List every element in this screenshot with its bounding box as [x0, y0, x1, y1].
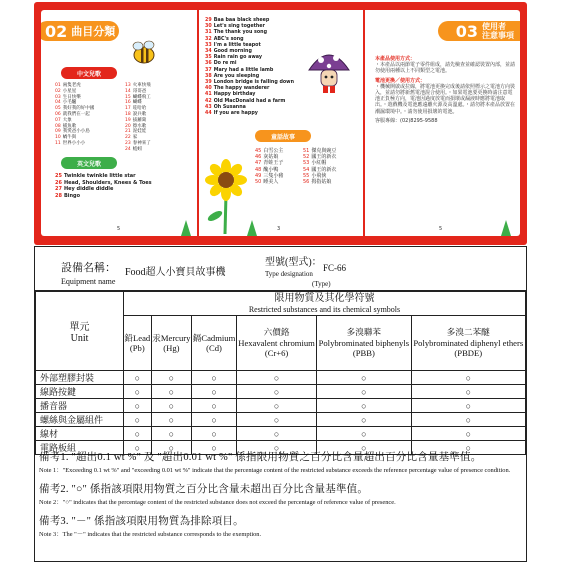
section-number: 02: [45, 21, 68, 41]
substance-name-cn: 鎘Cadmium: [192, 332, 236, 343]
list-item-title: 白雪公主: [263, 148, 284, 154]
page-number: 3: [277, 226, 281, 232]
list-item-title: 拔蘿蔔: [132, 117, 147, 123]
list-item: [55, 112, 94, 118]
compliance-cell: [411, 371, 525, 385]
compliance-mark: ○: [134, 442, 141, 453]
substance-symbol: (Hg): [163, 343, 180, 353]
compliance-mark: ○: [361, 414, 367, 425]
compliance-mark: ○: [168, 372, 175, 383]
compliance-cell: [151, 427, 191, 441]
compliance-mark: ○: [273, 414, 280, 425]
compliance-cell: [124, 371, 152, 385]
compliance-mark: ○: [211, 442, 217, 453]
substance-name-en: Polybrominated diphenyl ethers: [413, 337, 524, 348]
compliance-cell: [124, 427, 152, 441]
list-item-title: Bingo: [63, 193, 81, 200]
compliance-cell: [124, 413, 152, 427]
restricted-header-cn: 限用物質及其化學符號: [274, 292, 375, 304]
list-item-number: 32: [205, 36, 212, 42]
list-item-title: 說兵歌: [132, 111, 147, 117]
compliance-mark: ○: [211, 400, 217, 411]
model-type-label: (Type): [312, 280, 331, 288]
compliance-cell: [411, 427, 525, 441]
list-item-title: 蝴蝶飛工: [132, 94, 151, 100]
list-item-number: 37: [205, 67, 212, 73]
list-item-number: 44: [205, 111, 212, 117]
unit-header-cn: 單元: [69, 322, 90, 333]
model-label-cn: 型號(型式)：: [265, 257, 322, 268]
list-item-title: 我愛爸小小島: [62, 129, 90, 135]
list-item: [55, 141, 94, 147]
list-item-title: Are you sleeping: [213, 73, 260, 79]
compliance-cell: [192, 371, 237, 385]
list-item-number: 49: [255, 172, 262, 179]
model-value: FC-66: [323, 263, 347, 273]
unit-header: [36, 292, 124, 371]
list-item-title: I'm a little teapot: [213, 42, 261, 48]
list-item-number: 23: [125, 140, 131, 146]
substance-name-cn: 汞Mercury: [152, 332, 191, 343]
restricted-substances-table: [35, 291, 526, 455]
section-tab: [41, 21, 119, 41]
compliance-cell: [237, 399, 317, 413]
list-item-number: 39: [205, 80, 212, 86]
compliance-cell: [317, 399, 411, 413]
list-item-number: 01: [55, 83, 61, 88]
equipment-name-label-en: Equipment name: [61, 277, 116, 286]
unit-cell: 外部塑膠封裝: [36, 371, 124, 385]
list-item-number: 47: [255, 160, 262, 167]
battery-heading: 電池更換／使用方式：: [375, 77, 426, 84]
compliance-mark: ○: [273, 428, 280, 439]
english-songs-pill: 英文兒歌: [61, 157, 117, 169]
substance-name-en: Polybrominated biphenyls: [318, 337, 410, 348]
list-item-title: Let's sing together: [213, 24, 265, 30]
compliance-mark: ○: [465, 400, 471, 411]
english-song-list: [55, 173, 152, 200]
table-row: [36, 371, 526, 385]
list-item-title: Mary had a little lamb: [213, 67, 274, 73]
substance-name-cn: 多溴二苯醚: [446, 327, 490, 338]
compliance-mark: ○: [273, 442, 280, 453]
compliance-cell: [237, 385, 317, 399]
list-item-number: 54: [303, 166, 310, 173]
compliance-mark: ○: [134, 386, 141, 397]
unit-cell: 線路按鍵: [36, 385, 124, 399]
list-item-number: 13: [125, 83, 131, 88]
compliance-mark: ○: [211, 372, 217, 383]
list-item-number: 51: [303, 148, 310, 154]
list-item: [205, 111, 294, 117]
compliance-mark: ○: [361, 400, 367, 411]
list-item-number: 09: [55, 129, 61, 135]
model-label-en: Type designation: [265, 270, 313, 278]
list-item-title: Twinkle twinkle little star: [63, 173, 136, 179]
compliance-cell: [192, 413, 237, 427]
list-item-title: London bridge is falling down: [213, 80, 295, 86]
unit-cell: 螺絲與金屬組件: [36, 413, 124, 427]
list-item: [255, 179, 283, 185]
section-number: 03: [455, 21, 478, 41]
list-item-title: 擦水歌: [132, 123, 147, 129]
unit-cell: 播音器: [36, 399, 124, 413]
compliance-mark: ○: [361, 442, 367, 453]
compliance-cell: [237, 371, 317, 385]
notes: [39, 449, 522, 545]
note-3-cn: 備考3. "－" 係指該項限用物質為排除項目。: [39, 516, 244, 527]
equipment-name-label: [61, 259, 116, 286]
compliance-cell: [237, 413, 317, 427]
list-item-title: 傑克與豌豆: [311, 148, 337, 154]
compliance-cell: [317, 413, 411, 427]
list-item-title: Oh Susanna: [213, 104, 246, 110]
note-1-cn: 備考1. "超出0.1 wt %" 及 "超出0.01 wt %" 係指限用物質之百分比含量超出百分比含量基準值。: [39, 452, 482, 463]
grass-decoration: [181, 220, 191, 236]
substance-symbol: (PBB): [352, 348, 375, 359]
substance-header: [411, 316, 525, 371]
compliance-cell: [237, 427, 317, 441]
list-item-number: 21: [125, 129, 131, 135]
story-list-a: [255, 148, 283, 185]
compliance-mark: ○: [168, 442, 175, 453]
list-item-title: 泥娃娃: [132, 129, 147, 135]
compliance-mark: ○: [273, 400, 280, 411]
list-item-title: 春神來了: [132, 140, 151, 146]
list-item-number: 43: [205, 104, 212, 110]
page-number: 5: [117, 226, 121, 232]
note-2-cn: 備考2. "○" 係指該項限用物質之百分比含量未超出百分比含量基準值。: [39, 484, 369, 495]
substance-header: [317, 316, 411, 371]
compliance-mark: ○: [134, 372, 141, 383]
compliance-mark: ○: [134, 428, 141, 439]
list-item-title: 大象: [62, 117, 72, 123]
list-item: [303, 179, 336, 185]
compliance-mark: ○: [465, 372, 471, 383]
compliance-mark: ○: [168, 386, 175, 397]
list-item-number: 31: [205, 30, 212, 36]
list-item-number: 46: [255, 154, 262, 161]
mushroom-character-icon: [303, 46, 355, 96]
compliance-mark: ○: [465, 428, 471, 439]
list-item-title: 生日快樂: [62, 94, 81, 100]
story-page: [199, 10, 363, 236]
model-label: [265, 253, 331, 288]
list-item-title: If you are happy: [213, 111, 258, 117]
list-item-title: 小飛俠: [311, 172, 327, 179]
list-item-number: 35: [205, 55, 212, 61]
sunflower-icon: [203, 158, 249, 234]
list-item-number: 30: [205, 24, 212, 30]
list-item-number: 17: [125, 106, 131, 112]
list-item-title: 小星星: [62, 88, 77, 94]
stories-pill: 童話故事: [255, 130, 311, 142]
list-item-number: 45: [255, 148, 262, 154]
compliance-mark: ○: [465, 386, 471, 397]
list-item-number: 48: [255, 166, 262, 173]
compliance-cell: [124, 385, 152, 399]
list-item-title: 小紅帽: [311, 160, 327, 167]
list-item-title: Baa baa black sheep: [213, 18, 270, 23]
list-item: [55, 180, 152, 187]
list-item-number: 56: [303, 179, 310, 186]
list-item-title: 哇哈哈: [132, 106, 147, 112]
compliance-mark: ○: [273, 372, 280, 383]
substance-symbol: (Pb): [129, 343, 145, 353]
compliance-mark: ○: [134, 414, 141, 425]
unit-cell: 電路板組: [36, 441, 124, 455]
battery-text: ・機械開啟或拉線，將電池更換完成後請依照標示之電池方向裝入，並請勿將新舊電池混合使用。・如果電池要更換時請注意電池正負極方向，電池因過度放電而損壞或漏液時應將電池取出。・遊戲機及電池應遠離火源及高溫處。・請勿將本產品放置在潮濕環境中。・請勿使用損壞的電池。: [375, 83, 516, 115]
compliance-cell: [151, 371, 191, 385]
substance-name-cn: 六價鉻: [263, 327, 290, 338]
table-body: [36, 371, 526, 455]
equipment-name-label-cn: 設備名稱：: [61, 262, 116, 274]
compliance-cell: [317, 371, 411, 385]
list-item-number: 24: [125, 146, 131, 152]
compliance-mark: ○: [168, 414, 175, 425]
list-item-title: 醜小鴨: [263, 166, 279, 173]
compliance-cell: [192, 427, 237, 441]
compliance-cell: [192, 385, 237, 399]
list-item-number: 52: [303, 154, 310, 161]
compliance-cell: [411, 413, 525, 427]
compliance-cell: [151, 413, 191, 427]
list-item-title: 兩隻老虎: [62, 83, 81, 88]
section-title-line1: 使用者: [482, 22, 506, 31]
chinese-song-list-b: [125, 83, 151, 153]
compliance-cell: [124, 399, 152, 413]
substance-header: [124, 316, 152, 371]
substance-name-cn: 多溴聯苯: [346, 327, 382, 338]
list-item-number: 08: [55, 123, 61, 129]
list-item-title: Happy birthday: [213, 92, 256, 98]
list-item-number: 06: [55, 111, 61, 117]
list-item-title: 國王的新衣: [311, 154, 337, 161]
substance-header: [151, 316, 191, 371]
list-item-title: ABC's song: [213, 36, 244, 42]
compliance-cell: [192, 399, 237, 413]
song-category-page: [41, 10, 197, 236]
unit-cell: 線材: [36, 427, 124, 441]
section-title: [482, 22, 514, 40]
substance-name-cn: 鉛Lead: [124, 332, 151, 343]
list-item-title: 拇指姑娘: [311, 179, 332, 186]
usage-text: ・本產品以兩節電子零件組成，請先檢查並確認裝置內部，並請勿使用兩種以上不同類型之電池。: [375, 62, 516, 75]
list-item-number: 26: [55, 179, 62, 186]
substance-symbol: (PBDE): [454, 348, 483, 359]
compliance-mark: ○: [134, 400, 141, 411]
compliance-mark: ○: [465, 414, 471, 425]
list-item: [55, 193, 152, 200]
section-tab: [438, 21, 520, 41]
english-song-list-2: [205, 18, 294, 117]
compliance-mark: ○: [273, 386, 280, 397]
substance-header: [237, 316, 317, 371]
rohs-declaration: [34, 246, 527, 562]
grass-decoration: [247, 220, 257, 236]
list-item-number: 18: [125, 111, 131, 117]
list-item-title: 火車快飛: [132, 83, 151, 88]
list-item-number: 11: [55, 140, 61, 146]
list-item-title: 國王的新衣: [311, 166, 337, 173]
compliance-cell: [317, 385, 411, 399]
compliance-mark: ○: [168, 400, 175, 411]
list-item: [125, 147, 151, 153]
compliance-mark: ○: [211, 386, 217, 397]
section-title: 曲目分類: [71, 25, 116, 38]
list-item-number: 02: [55, 88, 61, 94]
list-item-number: 27: [55, 186, 62, 193]
contact-text: 客服專線：(02)8295-9588: [375, 117, 438, 124]
list-item-number: 42: [205, 98, 212, 104]
list-item-title: 我好我的好中國: [62, 106, 95, 112]
list-item-title: 睡美人: [263, 179, 279, 186]
list-item-number: 14: [125, 88, 131, 94]
list-item-number: 28: [55, 193, 62, 200]
note-3-en: Note 3：The "－" indicates that the restricted substance corresponds to the exemption.: [39, 531, 262, 538]
list-item-number: 55: [303, 172, 310, 179]
table-row: [36, 427, 526, 441]
list-item-number: 41: [205, 92, 212, 98]
list-item-number: 15: [125, 94, 131, 100]
list-item-title: 青蛙王子: [263, 160, 284, 167]
chinese-songs-pill: 中文兒歌: [61, 67, 117, 79]
list-item-title: Old MacDonald had a farm: [213, 98, 286, 104]
compliance-mark: ○: [168, 428, 175, 439]
story-list-b: [303, 148, 336, 185]
list-item-title: The happy wanderer: [213, 86, 270, 92]
substance-symbol: (Cr+6): [264, 348, 289, 359]
list-item-title: 三隻小豬: [263, 172, 284, 179]
table-row: [36, 399, 526, 413]
list-item-number: 19: [125, 117, 131, 123]
page-number: 5: [439, 226, 443, 232]
list-item-number: 50: [255, 179, 262, 186]
unit-header-en: Unit: [70, 333, 89, 344]
list-item-number: 05: [55, 106, 61, 112]
list-item-title: 灰姑娘: [263, 154, 279, 161]
list-item-title: 就我們在一起: [62, 111, 90, 117]
list-item-number: 34: [205, 49, 212, 55]
list-item-number: 16: [125, 100, 131, 106]
compliance-cell: [151, 399, 191, 413]
booklet-photo: [34, 2, 527, 245]
list-item-number: 38: [205, 73, 212, 79]
note-2-en: Note 2："○" indicates that the percentage content of the restricted substance does not exceed the percentage of reference value of presence.: [39, 499, 396, 506]
list-item-title: 蝴蝶: [132, 100, 142, 106]
compliance-mark: ○: [361, 386, 367, 397]
list-item: [55, 173, 152, 180]
list-item-title: The thank you song: [213, 30, 268, 36]
grass-decoration: [501, 220, 511, 236]
list-item-title: 蝸牛與: [62, 135, 77, 141]
list-item-title: 世界小小小: [62, 140, 86, 146]
compliance-mark: ○: [465, 442, 471, 453]
list-item-number: 33: [205, 42, 212, 48]
substance-header: [192, 316, 237, 371]
substance-symbol: (Cd): [206, 343, 222, 353]
list-item-title: 哥哥爸: [132, 88, 147, 94]
compliance-mark: ○: [361, 428, 367, 439]
table-row: [36, 385, 526, 399]
list-item-title: 家: [132, 135, 138, 141]
list-item-number: 53: [303, 160, 310, 167]
compliance-cell: [317, 427, 411, 441]
list-item-title: 小毛驢: [62, 100, 77, 106]
list-item: [55, 186, 152, 193]
compliance-cell: [411, 399, 525, 413]
restricted-header-en: Restricted substances and its chemical symbols: [248, 304, 401, 314]
list-item-number: 29: [205, 18, 212, 23]
compliance-mark: ○: [211, 428, 217, 439]
list-item-number: 22: [125, 135, 131, 141]
compliance-cell: [411, 385, 525, 399]
bee-icon: [129, 38, 159, 66]
compliance-mark: ○: [211, 414, 217, 425]
equipment-name-value: Food超人小寶貝故事機: [125, 267, 226, 278]
restricted-header: [124, 292, 526, 316]
list-item-number: 03: [55, 94, 61, 100]
compliance-mark: ○: [361, 372, 367, 383]
list-item-number: 20: [125, 123, 131, 129]
list-item-title: Head, Shoulders, Knees & Toes: [63, 179, 152, 186]
note-1-en: Note 1："Exceeding 0.1 wt %" and "exceeding 0.01 wt %" indicate that the percentage content of the restricted substance exceeds the reference percentage value of presence condition.: [39, 467, 511, 474]
list-item-number: 25: [55, 173, 62, 179]
list-item-title: 蚯蚓: [132, 146, 142, 152]
section-title-line2: 注意事項: [482, 31, 514, 40]
usage-heading: 本產品使用方式：: [375, 56, 416, 62]
chinese-song-list-a: [55, 83, 94, 147]
table-row: [36, 413, 526, 427]
list-item-title: Good morning: [213, 49, 252, 55]
list-item-number: 40: [205, 86, 212, 92]
list-item-title: Hey diddle diddle: [63, 186, 114, 193]
list-item-title: 捕魚歌: [62, 123, 77, 129]
user-notes-page: [365, 10, 520, 236]
list-item-title: Do re mi: [213, 61, 237, 67]
list-item-number: 04: [55, 100, 61, 106]
list-item-number: 07: [55, 117, 61, 123]
substance-name-en: Hexavalent chromium: [238, 337, 315, 348]
list-item-number: 36: [205, 61, 212, 67]
list-item-title: Rain rain go away: [213, 55, 262, 61]
list-item-number: 10: [55, 135, 61, 141]
equipment-header: [35, 247, 526, 291]
compliance-cell: [151, 385, 191, 399]
